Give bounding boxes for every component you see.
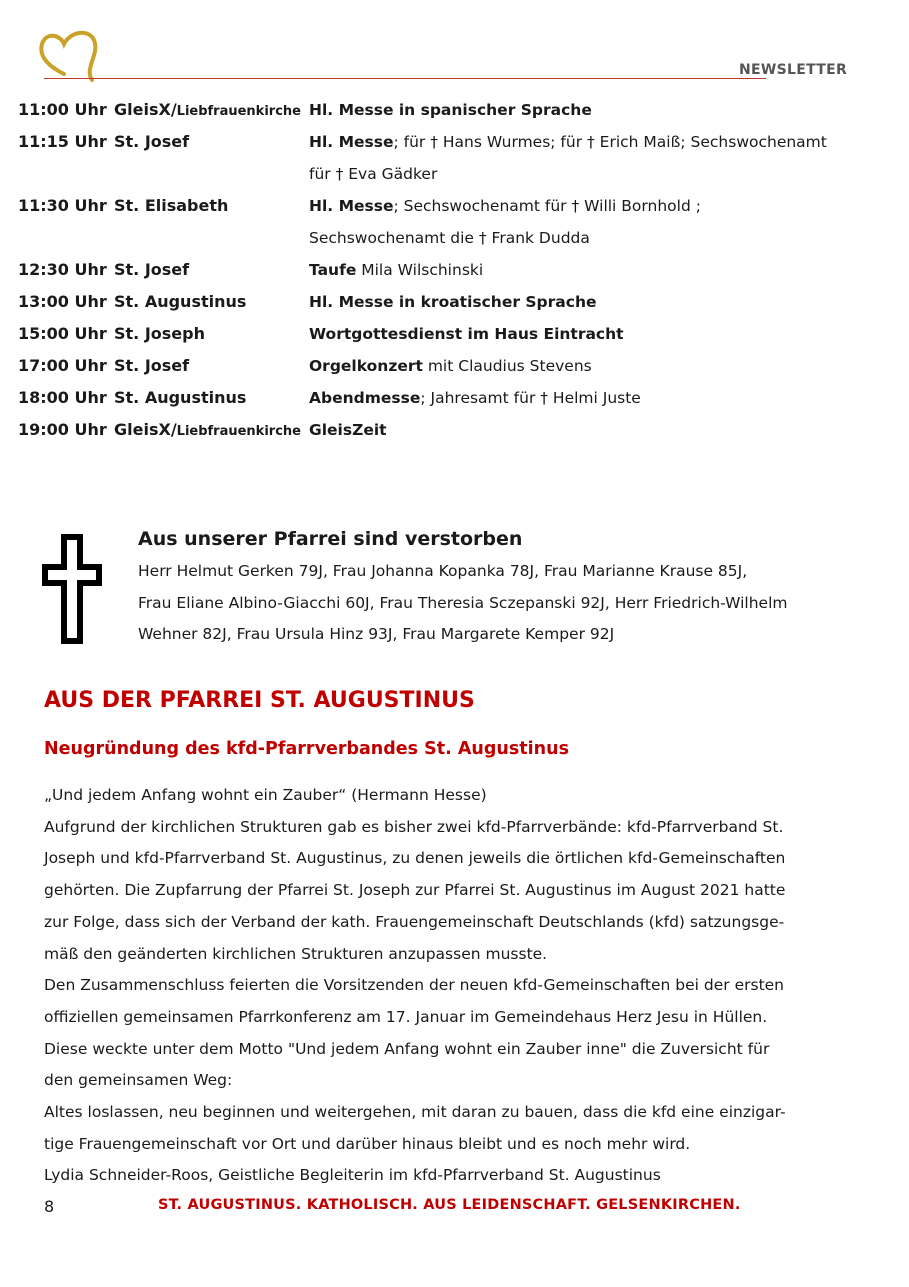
newsletter-label: NEWSLETTER xyxy=(739,62,848,78)
location-name: St. Augustinus xyxy=(114,292,247,311)
article-line: offiziellen gemeinsamen Pfarrkonferenz am 17. Januar im Gemeindehaus Herz Jesu in Hüllen. xyxy=(44,1007,768,1026)
deceased-notice xyxy=(138,522,858,651)
schedule-row xyxy=(18,318,878,350)
service-location xyxy=(114,190,228,222)
location-name: St. Augustinus xyxy=(114,388,247,407)
location-name: St. Elisabeth xyxy=(114,196,229,215)
service-location xyxy=(114,254,189,286)
location-name: GleisX/ xyxy=(114,100,177,119)
service-type: Abendmesse xyxy=(309,389,421,407)
service-time: 18:00 Uhr xyxy=(18,388,107,407)
service-time: 17:00 Uhr xyxy=(18,356,107,375)
article-line: zur Folge, dass sich der Verband der kath. Frauengemeinschaft Deutschlands (kfd) satzungsge- xyxy=(44,912,785,931)
service-schedule xyxy=(18,94,878,446)
location-subname: Liebfrauenkirche xyxy=(176,424,301,439)
service-details: mit Claudius Stevens xyxy=(422,357,592,375)
service-description xyxy=(309,350,878,382)
service-details: Mila Wilschinski xyxy=(356,261,484,279)
deceased-line: Wehner 82J, Frau Ursula Hinz 93J, Frau Margarete Kemper 92J xyxy=(138,625,615,643)
location-name: St. Joseph xyxy=(114,324,205,343)
schedule-row xyxy=(18,414,878,446)
service-description xyxy=(309,94,878,126)
service-details: ; Jahresamt für † Helmi Juste xyxy=(420,389,641,407)
service-type: Taufe xyxy=(309,261,357,279)
service-time: 11:15 Uhr xyxy=(18,132,107,151)
article-line: Joseph und kfd-Pfarrverband St. Augustinus, zu denen jeweils die örtlichen kfd-Gemeinschaften xyxy=(44,849,786,868)
section-title: AUS DER PFARREI ST. AUGUSTINUS xyxy=(44,688,475,713)
deceased-title: Aus unserer Pfarrei sind verstorben xyxy=(138,528,523,550)
article-line: „Und jedem Anfang wohnt ein Zauber“ (Hermann Hesse) xyxy=(44,786,487,804)
article-line: Diese weckte unter dem Motto "Und jedem Anfang wohnt ein Zauber inne" die Zuversicht für xyxy=(44,1039,770,1058)
service-description xyxy=(309,254,878,286)
service-time: 11:00 Uhr xyxy=(18,100,107,119)
service-details-continued: für † Eva Gädker xyxy=(309,165,438,183)
heart-logo-icon xyxy=(34,28,102,82)
cross-icon xyxy=(42,534,102,644)
schedule-row xyxy=(18,350,878,382)
service-description xyxy=(309,318,878,350)
service-details: ; für † Hans Wurmes; für † Erich Maiß; Sechswochenamt xyxy=(393,133,827,151)
service-location xyxy=(114,286,246,318)
service-location xyxy=(114,350,189,382)
location-name: GleisX/ xyxy=(114,420,177,439)
service-time: 11:30 Uhr xyxy=(18,196,107,215)
service-description xyxy=(309,126,878,190)
schedule-row xyxy=(18,126,878,190)
service-location xyxy=(114,126,189,158)
location-name: St. Josef xyxy=(114,356,190,375)
location-subname: Liebfrauenkirche xyxy=(176,104,301,119)
service-details-continued: Sechswochenamt die † Frank Dudda xyxy=(309,229,590,247)
article-line: tige Frauengemeinschaft vor Ort und darüber hinaus bleibt und es noch mehr wird. xyxy=(44,1134,691,1153)
service-description xyxy=(309,382,878,414)
schedule-row xyxy=(18,382,878,414)
service-location xyxy=(114,382,246,414)
service-details: ; Sechswochenamt für † Willi Bornhold ; xyxy=(393,197,701,215)
article-line: Altes loslassen, neu beginnen und weitergehen, mit daran zu bauen, dass die kfd eine einzigar- xyxy=(44,1103,786,1122)
footer-slogan: ST. AUGUSTINUS. KATHOLISCH. AUS LEIDENSCHAFT. GELSENKIRCHEN. xyxy=(158,1197,741,1213)
service-type: Wortgottesdienst im Haus Eintracht xyxy=(309,325,624,343)
article-line: Den Zusammenschluss feierten die Vorsitzenden der neuen kfd-Gemeinschaften bei der ersten xyxy=(44,976,785,995)
service-description xyxy=(309,414,878,446)
article-line: mäß den geänderten kirchlichen Strukturen anzupassen musste. xyxy=(44,944,548,963)
service-location xyxy=(114,414,301,448)
article-body xyxy=(44,780,859,1192)
location-name: St. Josef xyxy=(114,132,190,151)
service-time: 15:00 Uhr xyxy=(18,324,107,343)
article-line: Aufgrund der kirchlichen Strukturen gab es bisher zwei kfd-Pfarrverbände: kfd-Pfarrverband St. xyxy=(44,817,784,836)
service-description xyxy=(309,286,878,318)
service-type: Hl. Messe xyxy=(309,197,394,215)
service-description xyxy=(309,190,878,254)
article-line: den gemeinsamen Weg: xyxy=(44,1071,233,1090)
service-location xyxy=(114,94,301,128)
article-title: Neugründung des kfd-Pfarrverbandes St. Augustinus xyxy=(44,739,569,759)
service-type: Hl. Messe in kroatischer Sprache xyxy=(309,293,597,311)
service-type: GleisZeit xyxy=(309,421,387,439)
service-type: Hl. Messe xyxy=(309,133,394,151)
schedule-row xyxy=(18,190,878,254)
article-line: Lydia Schneider-Roos, Geistliche Begleiterin im kfd-Pfarrverband St. Augustinus xyxy=(44,1166,661,1185)
schedule-row xyxy=(18,254,878,286)
deceased-line: Herr Helmut Gerken 79J, Frau Johanna Kopanka 78J, Frau Marianne Krause 85J, xyxy=(138,562,748,580)
service-location xyxy=(114,318,205,350)
schedule-row xyxy=(18,94,878,126)
service-time: 12:30 Uhr xyxy=(18,260,107,279)
service-time: 13:00 Uhr xyxy=(18,292,107,311)
location-name: St. Josef xyxy=(114,260,190,279)
article-line: gehörten. Die Zupfarrung der Pfarrei St. Joseph zur Pfarrei St. Augustinus im August 2021 hatte xyxy=(44,881,786,900)
service-type: Hl. Messe in spanischer Sprache xyxy=(309,101,592,119)
page-number: 8 xyxy=(44,1197,55,1216)
schedule-row xyxy=(18,286,878,318)
header-rule xyxy=(44,78,766,79)
service-type: Orgelkonzert xyxy=(309,357,423,375)
deceased-line: Frau Eliane Albino-Giacchi 60J, Frau Theresia Sczepanski 92J, Herr Friedrich-Wilhelm xyxy=(138,593,788,612)
service-time: 19:00 Uhr xyxy=(18,420,107,439)
